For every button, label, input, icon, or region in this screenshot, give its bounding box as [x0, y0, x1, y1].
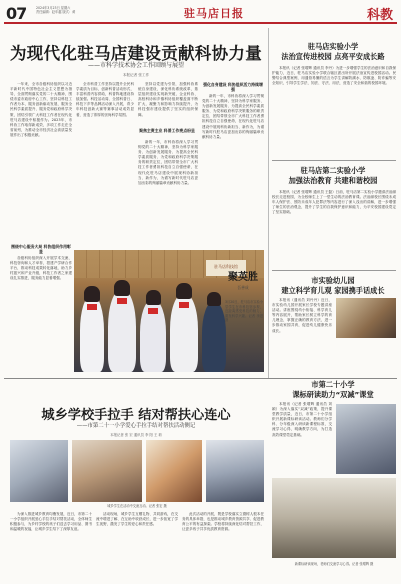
main-byline: 本报记者 张工作 [122, 73, 150, 77]
photo-red-scarf [179, 302, 189, 308]
photo-red-scarf [148, 308, 158, 314]
photo-sign-text: 驻马店科技馆 [214, 264, 238, 269]
article-paragraph: 新的一年，市科协将深入学习贯彻党的二十大精神，坚持为科学家服务、为创新发展服务、为提高全民科学素质服务、为党和政府科学决策服务的职责定位，团结带领全市广大科技工作者勇担科技自立自强使命，在现代化驻马店建设中展现科协新担当、新作为，为谱写新时代驻马店更加出彩的绚丽篇章贡献科协力量。 [138, 140, 198, 185]
article-paragraph: 本报讯（通讯员 刘丹丹）近日，市实验幼儿园开展家长学校专题讲座活动。讲座围绕幼小衔接、科学育儿等内容展开，帮助家长树立科学的育儿理念，掌握正确的教育方法，进一步推动家园共育，促进幼儿健康快乐成长。 [272, 298, 332, 333]
bottom-photo-2 [72, 440, 142, 502]
page-number: 07 [6, 4, 27, 23]
photo-red-scarf [117, 298, 127, 304]
bottom-subhead: ——市第二十一小学爱心手拉手结对帮扶活动侧记 [76, 423, 196, 429]
column-divider-vertical [268, 28, 269, 378]
bottom-photo-caption: 城乡学生在活动中交流互动。记者 张宏 摄 [107, 504, 167, 508]
title-line: 法治宣传进校园 点亮平安成长路 [281, 52, 385, 61]
section-divider-horizontal [4, 378, 397, 379]
title-line: 驻马店实验小学 [307, 42, 359, 51]
article-paragraph: 此次活动的开展，既是学校落实立德树人根本任务的具体举措，也是推动城乡教育资源共享、促进教育公平的有益探索。学校将持续深化结对帮扶工作，让更多孩子共享优质教育资源。 [182, 512, 264, 532]
photo-red-scarf [87, 304, 97, 310]
article-paragraph: 为深入推进城乡教育均衡发展，近日，市第二十一小学组织开展爱心手拉手结对帮扶活动，全体师生积极参与，为乡村学校的孩子们送去学习用品、图书和温暖的祝福，让城乡学生结下了深厚友谊。 [10, 512, 92, 532]
title-line: 课标研读助力“双减”课堂 [292, 390, 374, 399]
sidebar-story-3-body [272, 298, 332, 376]
bottom-headline: 城乡学校手拉手 结对帮扶心连心 [41, 408, 231, 423]
article-column-3b [138, 140, 198, 244]
sidebar-story-3-photo [336, 298, 396, 338]
sidebar-divider [272, 270, 396, 271]
article-paragraph: 活动现场，城乡学生互赠礼物、共同游戏，在交流中增进了解、在互助中收获成长，进一步拓宽了学生视野，激发了学生的爱心和责任感。 [96, 512, 178, 527]
photo-student-head [207, 292, 221, 306]
issue-meta-line: 责任编辑：赵年越 版式：黄 [36, 10, 76, 15]
sidebar-story-4-photo-1 [336, 404, 396, 474]
sidebar-story-1-body [272, 66, 396, 158]
photo-student-head [84, 286, 100, 302]
article-column-2 [76, 82, 134, 242]
main-headline: 为现代化驻马店建设贡献科协力量 [10, 44, 262, 63]
title-line: 市第二十小学 [311, 380, 355, 389]
bottom-column-1 [10, 512, 92, 576]
article-paragraph: 本报讯（记者 张增辉 通讯员 王磊）日前，驻马店第二实验小学邀请法治副校长走进校园，为全校师生上了一堂生动的法治教育课。法治副校长围绕未成年人保护法、预防未成年人犯罪法等内容进行了深入浅出的讲解，进一步增强了师生的法治观念，提升了学生的自我保护意识和能力，为平安校园建设奠定了坚实基础。 [272, 190, 396, 215]
sidebar-story-1-title [272, 42, 394, 62]
photo-student [202, 302, 226, 372]
sidebar-story-2-title [272, 166, 394, 186]
article-paragraph: 各级科协组织深入开展学术交流、科技咨询和人才举荐，搭建产学研合作平台，推动科技成果转化落地，助力乡村振兴和产业升级，科技工作者之家建设扎实推进，服务能力显著增强。 [10, 256, 72, 281]
article-column-4 [202, 94, 264, 244]
article-paragraph: 全市科普工作坚持以提升全民科学素质为目标，创新科普活动形式，丰富科普内容供给，科普阵地建设持续加强。科技活动周、全国科普日、科技下乡等品牌活动深入开展，青少年科技创新大赛等赛事活动成效显著，营造了浓厚的崇尚科学氛围。 [76, 82, 134, 117]
article-subheading: 围绕中心服务大局 科协组织作用彰显 [11, 244, 71, 254]
bottom-photo-4 [206, 440, 264, 502]
slogan-main: 聚英胜 [228, 272, 258, 283]
title-line: 建立科学育儿观 家园携手话成长 [281, 286, 385, 295]
page-header [4, 4, 397, 24]
slogan-sub: 吾善成 [237, 285, 249, 290]
bottom-photo-1 [10, 440, 68, 502]
bottom-byline: 本报记者 张 宏 通讯员 李 阳 王 莉 [110, 433, 162, 437]
article-column-3a [138, 82, 198, 126]
title-line: 加强法治教育 共建和谐校园 [288, 176, 378, 185]
article-column-1b [10, 256, 72, 372]
article-paragraph: 本报讯（记者 张增辉 通讯员 李丹）为进一步增强学生的法治意识和自我保护能力，近日，驻马店实验小学联合辖区派出所开展法治宣传进校园活动。民警结合典型案例，用通俗易懂的语言为学生讲解防溺水、防欺凌、防诈骗等安全知识，引导学生学法、知法、守法、用法，营造了安全和谐的校园环境。 [272, 66, 396, 86]
sidebar-divider [272, 160, 396, 161]
sidebar-story-4-photo-2 [272, 478, 396, 558]
newspaper-logo: 驻马店日报 [184, 7, 244, 20]
issue-meta [36, 6, 98, 15]
photo-slogan [225, 268, 261, 291]
photo-caption: 3月20日，驻马店市实验小学学生在市科技馆参观，近距离感受科技的魅力，激发科学兴趣。记者 李进 摄 [225, 300, 263, 323]
section-title: 科教 [366, 8, 393, 23]
sidebar-story-2-body [272, 190, 396, 268]
article-subheading: 聚焦主责主业 科普工作亮点纷呈 [139, 128, 195, 133]
sidebar-story-4-body [272, 402, 332, 474]
article-subheading: 强化自身建设 科协组织活力持续增强 [203, 82, 263, 92]
article-paragraph: 本报讯（记者 张增辉 通讯员 刘颖）为深入落实“双减”政策，提升课堂教学质量，近日，市第二十小学组织开展新课标研读活动。教师们分学科、分年级深入研读新课程标准，交流学习心得，明确教学方向，为打造高效课堂奠定基础。 [272, 402, 332, 437]
main-subhead: ——市科学技术协会工作回顾与展望 [87, 62, 184, 69]
sidebar-story-4-title [272, 380, 394, 400]
article-paragraph: 坚持以党建为引领，加强科协系统自身建设，深化科协系统改革，基层组织建设实现新突破，企业科协、高校科协和乡镇科协组织覆盖面不断扩大，凝聚力和影响力持续提升，为科技强市建设提供了坚实的组织保障。 [138, 82, 198, 117]
bottom-column-3 [182, 512, 264, 576]
bottom-column-2 [96, 512, 178, 576]
article-paragraph: 一年来，全市各级科协组织以习近平新时代中国特色社会主义思想为指导，全面贯彻落实党的二十大精神，围绕市委市政府中心工作，坚持以科技工作者为本，服务创新驱动发展、服务全民科学素质提升、服务党和政府科学决策，团结引领广大科技工作者在现代化驻马店建设中积极作为。2023年，市科协工作取得新成效，多项工作走在全省前列，为推动全市经济社会高质量发展作出了积极贡献。 [10, 82, 72, 137]
photo-student-head [114, 280, 130, 296]
sidebar-story-4-caption: 新课标研读现场，老师们交流学习心得。记者 张增辉 摄 [294, 562, 374, 566]
title-line: 市实验幼儿园 [311, 276, 355, 285]
article-column-1 [10, 82, 72, 242]
sidebar-story-3-title [272, 276, 394, 296]
photo-student-head [176, 283, 192, 299]
article-paragraph: 新的一年，市科协将深入学习贯彻党的二十大精神，坚持为科学家服务、为创新发展服务、为提高全民科学素质服务、为党和政府科学决策服务的职责定位，团结带领全市广大科技工作者勇担科技自立自强使命，在现代化驻马店建设中展现科协新担当、新作为，为谱写新时代驻马店更加出彩的绚丽篇章贡献科协力量。 [202, 94, 264, 139]
bottom-photo-3 [146, 440, 202, 502]
issue-meta-line: 2024年3月23日 星期六 [36, 6, 71, 10]
title-line: 驻马店第二实验小学 [300, 166, 366, 175]
photo-student-head [146, 290, 161, 305]
